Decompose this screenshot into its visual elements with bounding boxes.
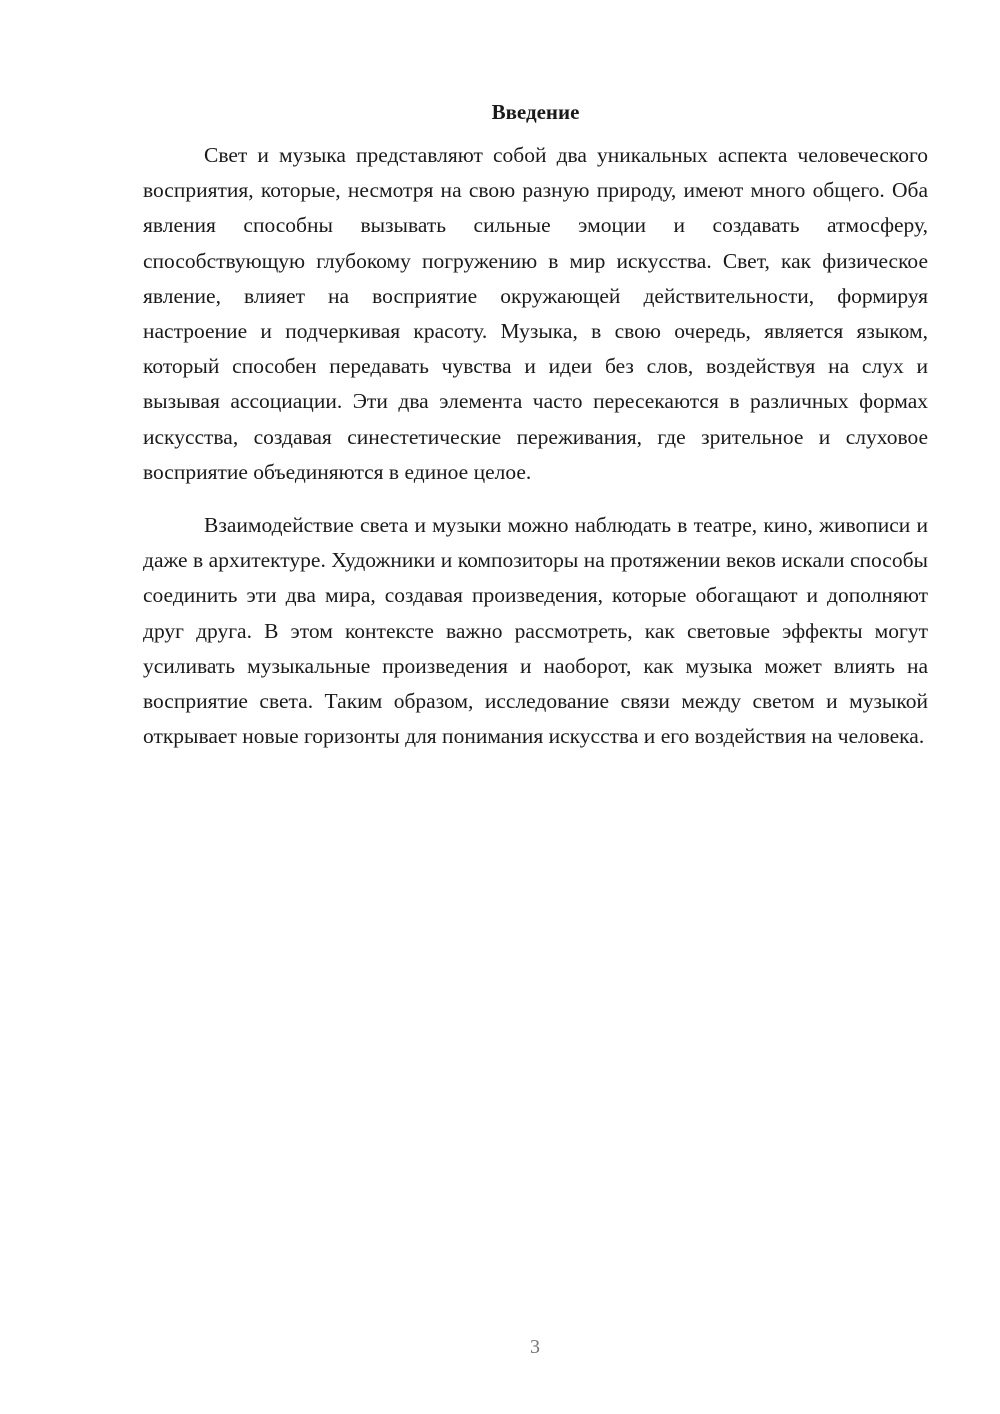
paragraph-1: Свет и музыка представляют собой два уникальных аспекта человеческого восприятия, которые, несмотря на свою разную природу, имеют много общего. Оба явления способны вызывать сильные эмоции и создавать атмосферу, способствующую глубокому погружению в мир искусства. Свет, как физическое явление, влияет на восприятие окружающей действительности, формируя настроение и подчеркивая красоту. Музыка, в свою очередь, является языком, который способен передавать чувства и идеи без слов, воздействуя на слух и вызывая ассоциации. Эти два элемента часто пересекаются в различных формах искусства, создавая синестетические переживания, где зрительное и слуховое восприятие объединяются в единое целое. (143, 143, 928, 484)
page-content (143, 98, 928, 754)
paragraph-2: Взаимодействие света и музыки можно наблюдать в театре, кино, живописи и даже в архитектуре. Художники и композиторы на протяжении веков искали способы соединить эти два мира, создавая произведения, которые обогащают и дополняют друг друга. В этом контексте важно рассмотреть, как световые эффекты могут усиливать музыкальные произведения и наоборот, как музыка может влиять на восприятие света. Таким образом, исследование связи между светом и музыкой открывает новые горизонты для понимания искусства и его воздействия на человека. (143, 513, 928, 749)
section-heading: Введение (491, 100, 580, 124)
page-number: 3 (530, 1336, 540, 1358)
